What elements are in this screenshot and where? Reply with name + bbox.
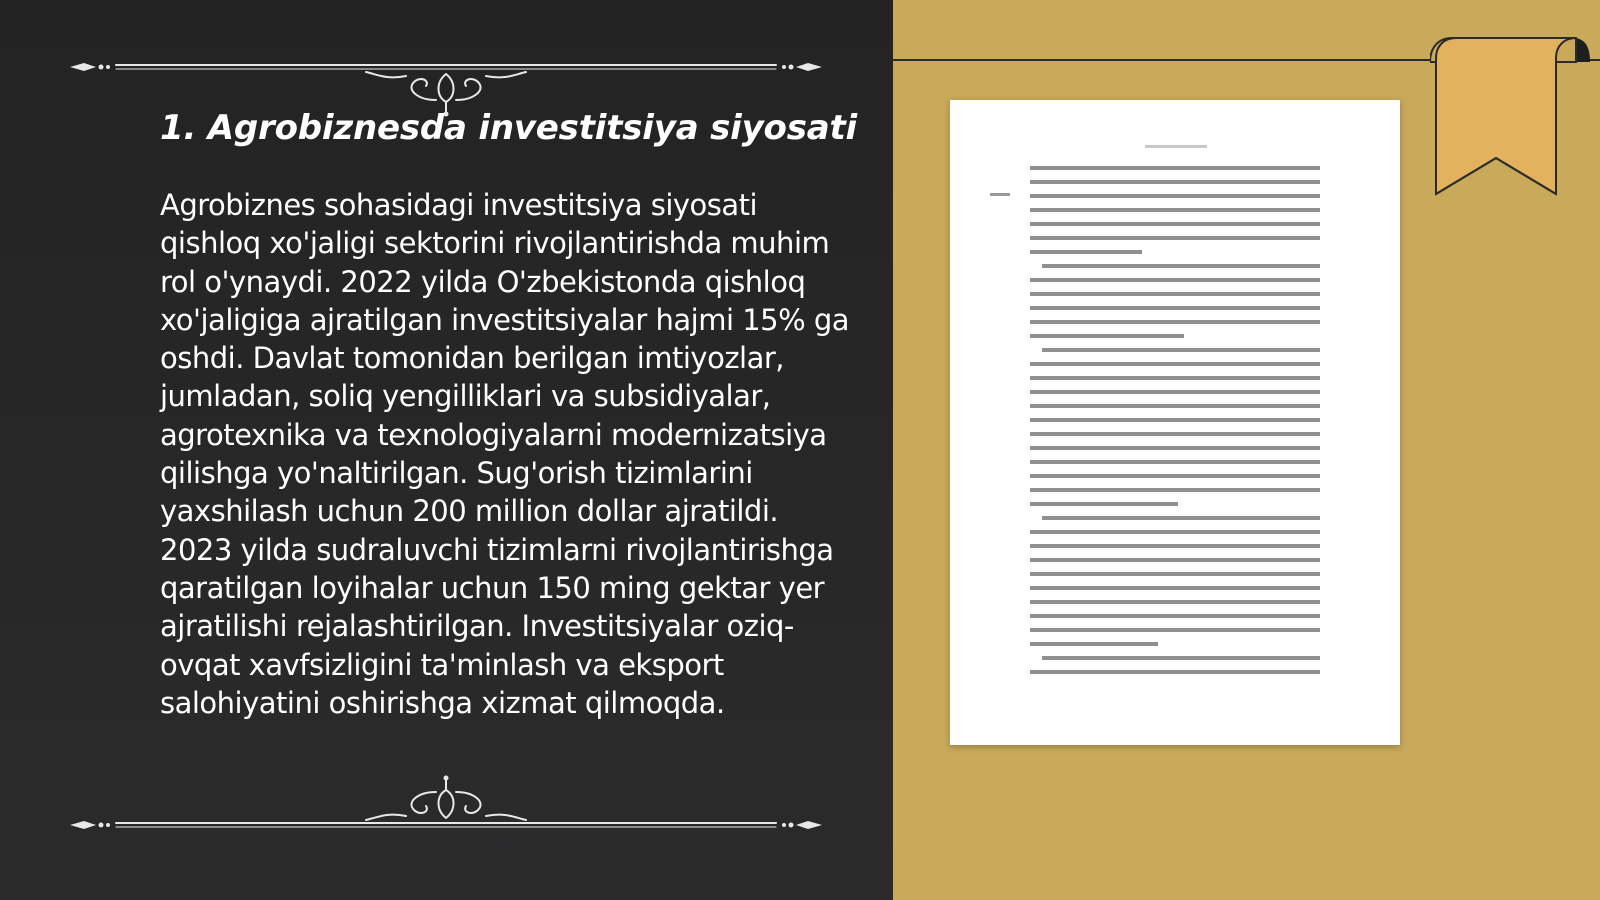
book-text-line <box>1030 390 1320 394</box>
book-text-line <box>1030 474 1320 478</box>
book-text-line <box>1030 236 1320 240</box>
book-text-line <box>1042 656 1320 660</box>
book-text-line <box>1030 292 1320 296</box>
book-text-line <box>1030 222 1320 226</box>
book-text-line <box>1030 586 1320 590</box>
book-text-line <box>1030 250 1142 254</box>
book-text-line <box>1030 362 1320 366</box>
book-text-line <box>1030 334 1184 338</box>
book-text-line <box>1030 670 1320 674</box>
book-page-text-lines <box>950 100 1400 745</box>
book-text-line <box>1042 516 1320 520</box>
book-text-line <box>1030 208 1320 212</box>
book-text-line <box>1030 194 1320 198</box>
book-text-line <box>1030 460 1320 464</box>
book-text-line <box>1030 166 1320 170</box>
book-text-line <box>1030 530 1320 534</box>
book-text-line <box>1030 572 1320 576</box>
book-text-line <box>1030 502 1178 506</box>
bottom-ornament-divider-icon <box>66 772 826 842</box>
book-text-line <box>1030 600 1320 604</box>
book-text-line <box>1030 418 1320 422</box>
book-text-line <box>1030 306 1320 310</box>
book-text-line <box>1030 628 1320 632</box>
book-text-line <box>1030 278 1320 282</box>
book-text-line <box>1030 376 1320 380</box>
book-text-line <box>1030 558 1320 562</box>
slide-body-text: Agrobiznes sohasidagi investitsiya siyosati qishloq xo'jaligi sektorini rivojlantirishda muhim rol o'ynaydi. 2022 yilda O'zbekistonda qishloq xo'jaligiga ajratilgan investitsiyalar hajmi 15% ga oshdi. Davlat tomonidan berilgan imtiyozlar, jumladan, soliq yengilliklari va subsidiyalar, agrotexnika va texnologiyalarni modernizatsiya qilishga yo'naltirilgan. Sug'orish tizimlarini yaxshilash uchun 200 million dollar ajratildi. 2023 yilda sudraluvchi tizimlarni rivojlantirishga qaratilgan loyihalar uchun 150 ming gektar yer ajratilishi rejalashtirilgan. Investitsiyalar oziq-ovqat xavfsizligini ta'minlash va eksport salohiyatini oshirishga xizmat qilmoqda. <box>160 188 850 720</box>
book-text-line <box>1030 320 1320 324</box>
book-text-line <box>1030 404 1320 408</box>
book-text-line <box>1030 180 1320 184</box>
book-text-line <box>1030 432 1320 436</box>
bookmark-ribbon-icon <box>1430 34 1590 204</box>
book-text-line <box>1030 642 1158 646</box>
book-text-line <box>1030 446 1320 450</box>
book-page-image <box>950 100 1400 745</box>
book-text-line <box>1030 488 1320 492</box>
book-text-line <box>1030 544 1320 548</box>
book-text-line <box>1042 264 1320 268</box>
book-text-line <box>1042 348 1320 352</box>
slide-title: 1. Agrobiznesda investitsiya siyosati <box>160 108 858 148</box>
book-text-line <box>1030 614 1320 618</box>
